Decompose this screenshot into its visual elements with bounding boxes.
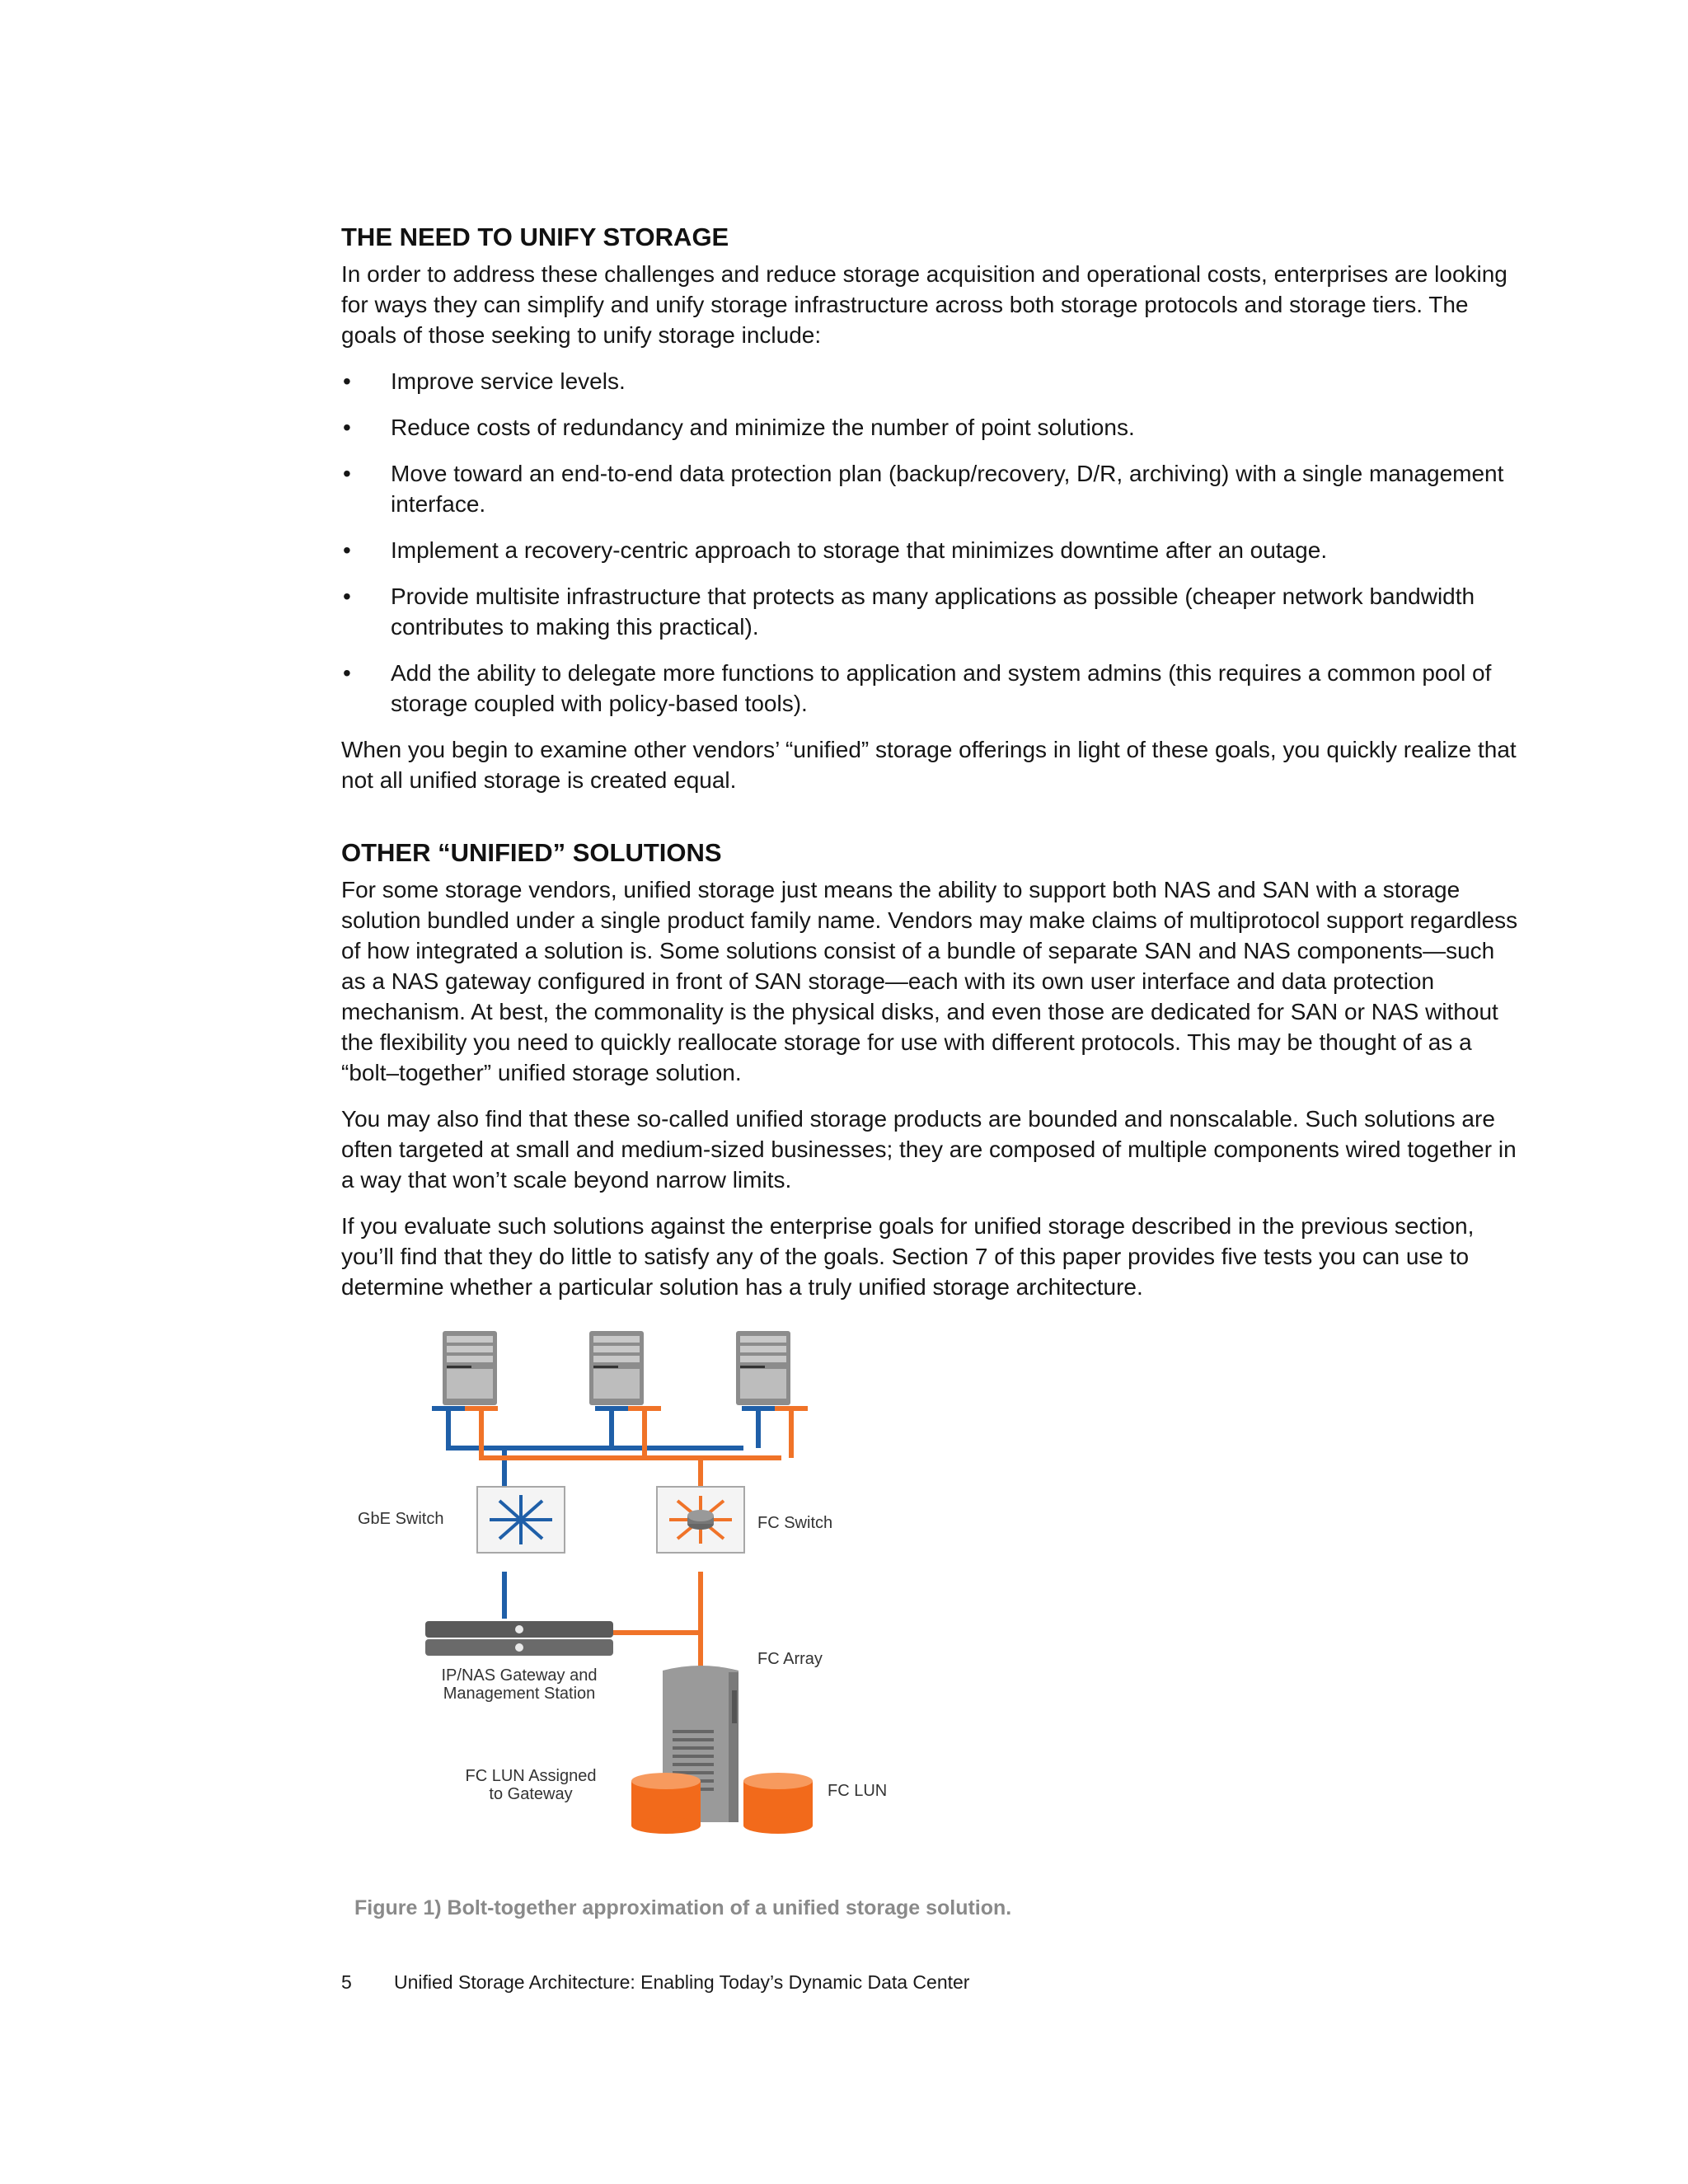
fc-switch-label: FC Switch [757,1514,833,1532]
goal-text: Move toward an end-to-end data protection plan (backup/recovery, D/R, archiving) with a single management interface. [391,461,1504,517]
bullet-icon: • [343,461,351,486]
goal-text: Improve service levels. [391,368,626,394]
intro-paragraph: In order to address these challenges and reduce storage acquisition and operational costs, enterprises are looking for ways they can simplify and unify storage infrastructure across both storage protocols and storage tiers. The goals of those seeking to unify storage include: [341,261,1507,348]
page-footer [341,1970,969,1994]
fc-lun-disk-icon [743,1773,813,1834]
diagram-svg [341,1318,1083,1886]
body-paragraph: For some storage vendors, unified storage just means the ability to support both NAS and SAN with a storage solution bundled under a single product family name. Vendors may make claims of multiprotocol support regardless of how integrated a solution is. Some solutions consist of a bundle of separate SAN and NAS components—such as a NAS gateway configured in front of SAN storage—each with its own user interface and data protection mechanism. At best, the commonality is the physical disks, and even those are dedicated for SAN or NAS without the flexibility you need to quickly reallocate storage for use with different protocols. This may be thought of as a “bolt–together” unified storage solution. [341,877,1518,1085]
fc-switch-icon [657,1487,744,1553]
page-number: 5 [341,1971,352,1993]
lun-assigned-label-line1: FC LUN Assigned [465,1767,597,1785]
bullet-icon: • [343,583,351,609]
goal-item [341,366,1520,396]
goal-item [341,535,1520,565]
body-paragraph: You may also find that these so-called unified storage products are bounded and nonscalable. Such solutions are often targeted at small and medium-sized businesses; they are composed of multiple components wired together in a way that won’t scale beyond narrow limits. [341,1106,1517,1193]
storage-diagram [341,1318,1083,1886]
gateway-label-line1: IP/NAS Gateway and [441,1666,598,1685]
goal-text: Implement a recovery-centric approach to storage that minimizes downtime after an outage. [391,537,1328,563]
server-icon [443,1331,497,1405]
bullet-icon: • [343,537,351,563]
section-heading-other-solutions: OTHER “UNIFIED” SOLUTIONS [341,838,722,867]
server-icon [589,1331,644,1405]
outro-paragraph: When you begin to examine other vendors’ “unified” storage offerings in light of these goals, you quickly realize that not all unified storage is created equal. [341,737,1517,793]
goal-item [341,581,1520,642]
lun-assigned-label-line2: to Gateway [489,1785,573,1803]
gateway-label-line2: Management Station [443,1685,596,1703]
bullet-icon: • [343,415,351,440]
section-heading-unify-storage: THE NEED TO UNIFY STORAGE [341,223,729,251]
goal-item [341,658,1520,719]
gbe-switch-label: GbE Switch [358,1510,444,1528]
fc-array-label: FC Array [757,1650,823,1668]
bullet-icon: • [343,660,351,686]
goal-text: Add the ability to delegate more functions to application and system admins (this requires a common pool of storage coupled with policy-based tools). [391,660,1492,716]
fc-lun-label: FC LUN [828,1782,888,1800]
goal-text: Provide multisite infrastructure that protects as many applications as possible (cheaper network bandwidth contributes to making this practical). [391,583,1475,640]
body-paragraph: If you evaluate such solutions against the enterprise goals for unified storage described in the previous section, you’ll find that they do little to satisfy any of the goals. Section 7 of this paper provides five tests you can use to determine whether a particular solution has a truly unified storage architecture. [341,1213,1475,1300]
goal-item [341,412,1520,443]
page-content [341,221,1520,1921]
bullet-icon: • [343,368,351,394]
server-icon [736,1331,790,1405]
goals-list [341,366,1520,719]
goal-item [341,458,1520,519]
document-title: Unified Storage Architecture: Enabling Today’s Dynamic Data Center [394,1971,970,1993]
figure-caption: Figure 1) Bolt-together approximation of a unified storage solution. [354,1896,1012,1919]
gateway-appliance-icon [425,1621,613,1656]
gbe-switch-icon [477,1487,565,1553]
goal-text: Reduce costs of redundancy and minimize the number of point solutions. [391,415,1135,440]
lun-assigned-disk-icon [631,1773,701,1834]
